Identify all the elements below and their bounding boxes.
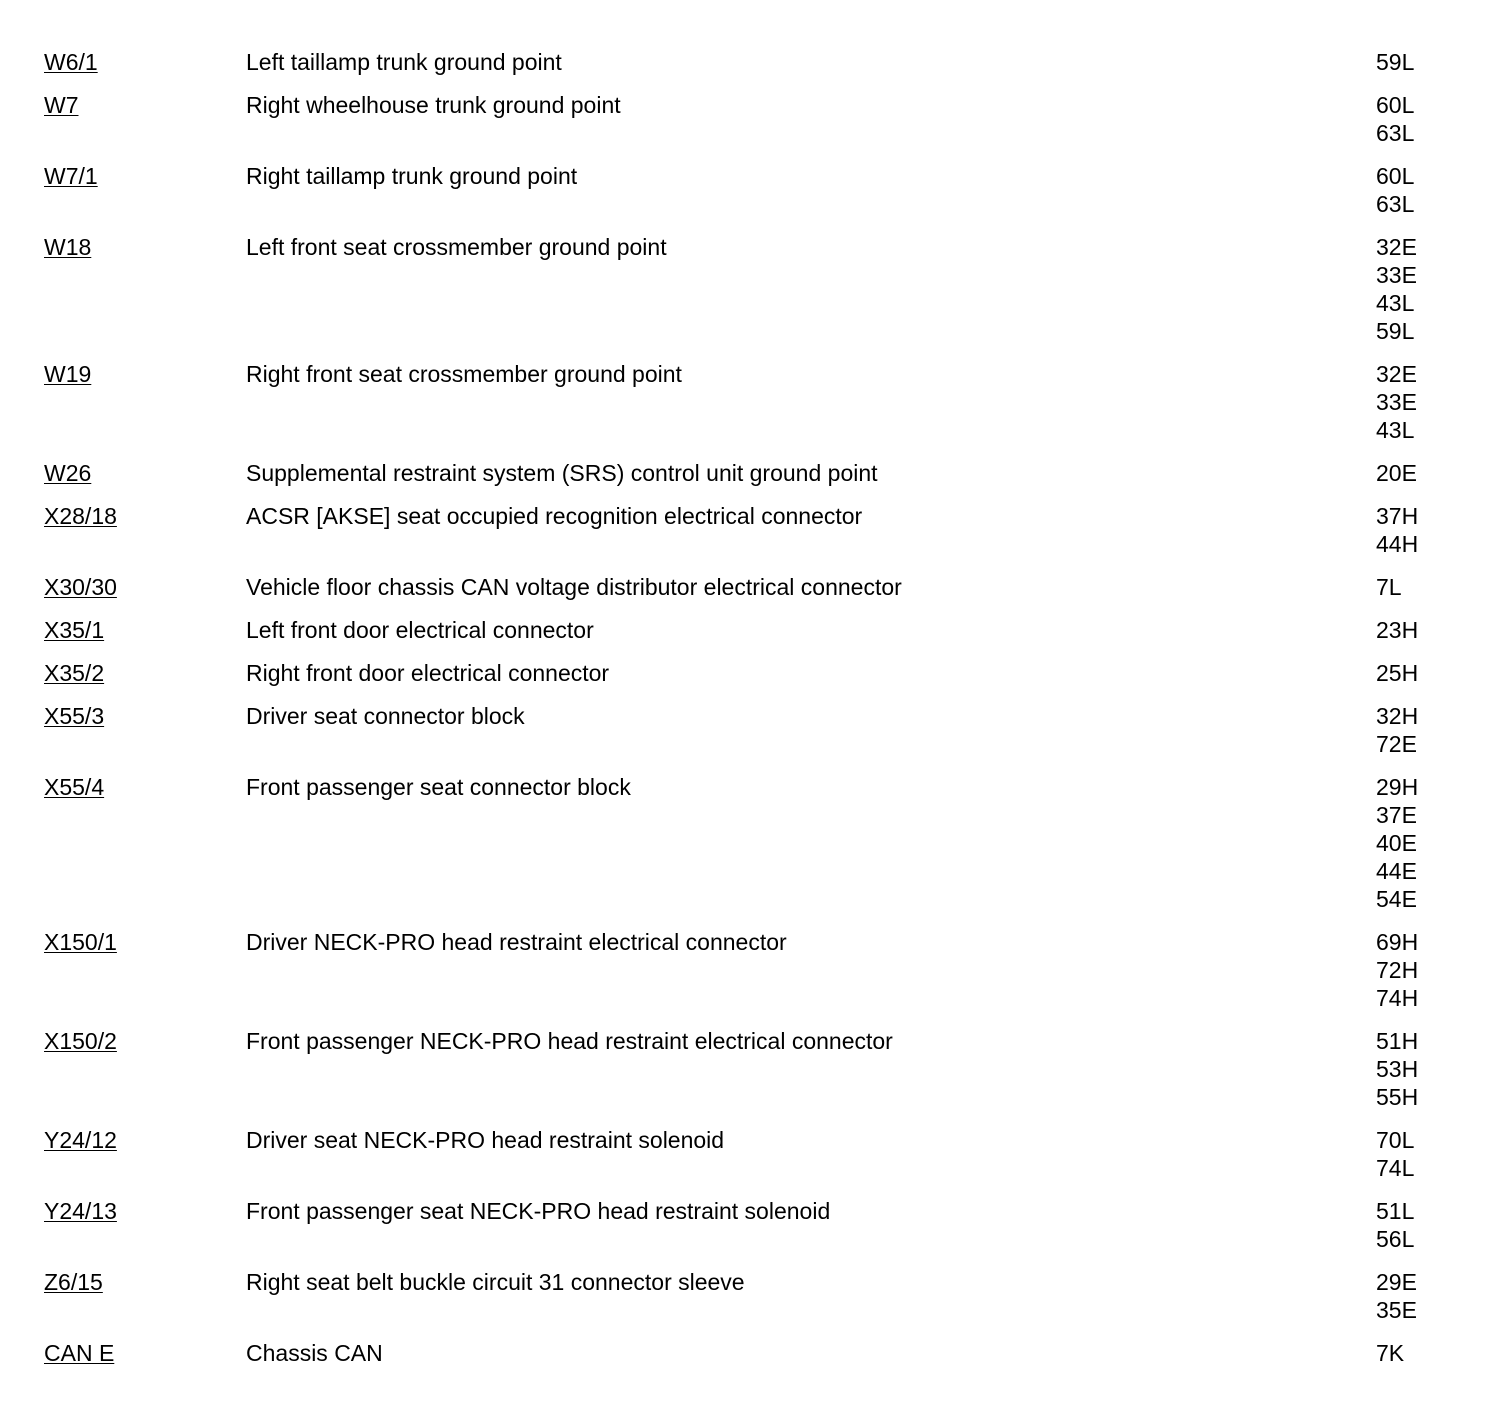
grid-reference: 29H (1376, 774, 1419, 800)
table-row (0, 502, 1504, 558)
grid-reference: 35E (1376, 1297, 1417, 1323)
table-row (0, 459, 1504, 487)
grid-reference-list (1376, 48, 1476, 76)
table-row (0, 773, 1504, 913)
grid-reference: 60L (1376, 92, 1415, 118)
grid-reference: 32E (1376, 234, 1417, 260)
grid-reference-list (1376, 162, 1476, 218)
component-description: Right seat belt buckle circuit 31 connector sleeve (246, 1269, 745, 1295)
grid-reference: 43L (1376, 417, 1415, 443)
grid-reference: 60L (1376, 163, 1415, 189)
component-description: Right front seat crossmember ground point (246, 361, 682, 387)
table-row (0, 360, 1504, 444)
grid-reference-list (1376, 702, 1476, 758)
grid-reference: 59L (1376, 318, 1415, 344)
grid-reference-list (1376, 1027, 1476, 1111)
grid-reference: 63L (1376, 120, 1415, 146)
table-row (0, 48, 1504, 76)
table-row (0, 928, 1504, 1012)
component-code-cell (0, 773, 246, 801)
component-code-link[interactable]: W7 (44, 92, 79, 118)
component-code-link[interactable]: X150/2 (44, 1028, 117, 1054)
grid-reference: 20E (1376, 460, 1417, 486)
grid-reference-list (1376, 1126, 1476, 1182)
grid-reference: 33E (1376, 389, 1417, 415)
grid-reference: 56L (1376, 1226, 1415, 1252)
table-row (0, 659, 1504, 687)
grid-reference: 33E (1376, 262, 1417, 288)
grid-reference: 51L (1376, 1198, 1415, 1224)
component-code-cell (0, 573, 246, 601)
grid-reference: 69H (1376, 929, 1419, 955)
grid-reference-list (1376, 1339, 1476, 1367)
grid-reference-list (1376, 91, 1476, 147)
table-row (0, 616, 1504, 644)
table-row (0, 162, 1504, 218)
grid-reference: 7L (1376, 574, 1402, 600)
table-row (0, 91, 1504, 147)
grid-reference: 59L (1376, 49, 1415, 75)
component-code-cell (0, 1268, 246, 1296)
component-code-cell (0, 502, 246, 530)
component-code-link[interactable]: W19 (44, 361, 92, 387)
table-row (0, 1027, 1504, 1111)
grid-reference-list (1376, 459, 1476, 487)
grid-reference: 55H (1376, 1084, 1419, 1110)
grid-reference-list (1376, 573, 1476, 601)
component-code-cell (0, 48, 246, 76)
grid-reference: 44H (1376, 531, 1419, 557)
grid-reference: 25H (1376, 660, 1419, 686)
component-code-link[interactable]: W18 (44, 234, 92, 260)
component-description: Driver seat NECK-PRO head restraint solenoid (246, 1127, 725, 1153)
component-code-link[interactable]: X55/3 (44, 703, 105, 729)
component-code-link[interactable]: W26 (44, 460, 92, 486)
grid-reference: 40E (1376, 830, 1417, 856)
grid-reference: 70L (1376, 1127, 1415, 1153)
grid-reference: 44E (1376, 858, 1417, 884)
component-code-link[interactable]: X35/1 (44, 617, 105, 643)
grid-reference: 63L (1376, 191, 1415, 217)
grid-reference-list (1376, 659, 1476, 687)
grid-reference-list (1376, 502, 1476, 558)
grid-reference: 43L (1376, 290, 1415, 316)
grid-reference-list (1376, 773, 1476, 913)
grid-reference: 23H (1376, 617, 1419, 643)
component-code-cell (0, 360, 246, 388)
grid-reference: 32H (1376, 703, 1419, 729)
component-code-link[interactable]: X30/30 (44, 574, 117, 600)
grid-reference-list (1376, 233, 1476, 345)
grid-reference: 74L (1376, 1155, 1415, 1181)
grid-reference: 37E (1376, 802, 1417, 828)
component-description: Supplemental restraint system (SRS) control unit ground point (246, 460, 878, 486)
component-code-link[interactable]: W6/1 (44, 49, 98, 75)
grid-reference: 32E (1376, 361, 1417, 387)
component-code-link[interactable]: X28/18 (44, 503, 117, 529)
component-code-cell (0, 1339, 246, 1367)
grid-reference: 7K (1376, 1340, 1405, 1366)
grid-reference: 51H (1376, 1028, 1419, 1054)
grid-reference: 72E (1376, 731, 1417, 757)
component-description: Front passenger NECK-PRO head restraint electrical connector (246, 1028, 893, 1054)
grid-reference: 53H (1376, 1056, 1419, 1082)
grid-reference-list (1376, 616, 1476, 644)
component-code-link[interactable]: CAN E (44, 1340, 115, 1366)
grid-reference: 54E (1376, 886, 1417, 912)
component-code-link[interactable]: Y24/13 (44, 1198, 117, 1224)
grid-reference: 37H (1376, 503, 1419, 529)
component-code-link[interactable]: Z6/15 (44, 1269, 103, 1295)
table-row (0, 1268, 1504, 1324)
component-code-link[interactable]: X55/4 (44, 774, 105, 800)
component-description: Driver NECK-PRO head restraint electrical connector (246, 929, 787, 955)
table-row (0, 1339, 1504, 1367)
component-description: Right front door electrical connector (246, 660, 610, 686)
component-code-cell (0, 233, 246, 261)
grid-reference: 29E (1376, 1269, 1417, 1295)
grid-reference-list (1376, 1197, 1476, 1253)
table-row (0, 1197, 1504, 1253)
component-description: Right taillamp trunk ground point (246, 163, 578, 189)
component-description: Left front seat crossmember ground point (246, 234, 667, 260)
component-code-cell (0, 1027, 246, 1055)
component-description: Front passenger seat NECK-PRO head restraint solenoid (246, 1198, 831, 1224)
component-description: Front passenger seat connector block (246, 774, 631, 800)
table-row (0, 1126, 1504, 1182)
component-description: Right wheelhouse trunk ground point (246, 92, 621, 118)
component-code-link[interactable]: X35/2 (44, 660, 105, 686)
component-code-link[interactable]: Y24/12 (44, 1127, 117, 1153)
component-description: Left taillamp trunk ground point (246, 49, 562, 75)
component-code-cell (0, 1126, 246, 1154)
component-code-cell (0, 1197, 246, 1225)
component-code-cell (0, 162, 246, 190)
grid-reference-list (1376, 1268, 1476, 1324)
table-row (0, 702, 1504, 758)
component-code-cell (0, 659, 246, 687)
component-code-cell (0, 702, 246, 730)
component-description: ACSR [AKSE] seat occupied recognition electrical connector (246, 503, 863, 529)
component-description: Driver seat connector block (246, 703, 525, 729)
component-description: Vehicle floor chassis CAN voltage distributor electrical connector (246, 574, 902, 600)
table-row (0, 233, 1504, 345)
table-row (0, 573, 1504, 601)
component-code-cell (0, 616, 246, 644)
component-description: Chassis CAN (246, 1340, 383, 1366)
component-code-cell (0, 459, 246, 487)
component-description: Left front door electrical connector (246, 617, 594, 643)
grid-reference: 74H (1376, 985, 1419, 1011)
grid-reference-list (1376, 928, 1476, 1012)
component-code-link[interactable]: W7/1 (44, 163, 98, 189)
component-code-cell (0, 91, 246, 119)
component-code-cell (0, 928, 246, 956)
component-code-link[interactable]: X150/1 (44, 929, 117, 955)
grid-reference: 72H (1376, 957, 1419, 983)
grid-reference-list (1376, 360, 1476, 444)
